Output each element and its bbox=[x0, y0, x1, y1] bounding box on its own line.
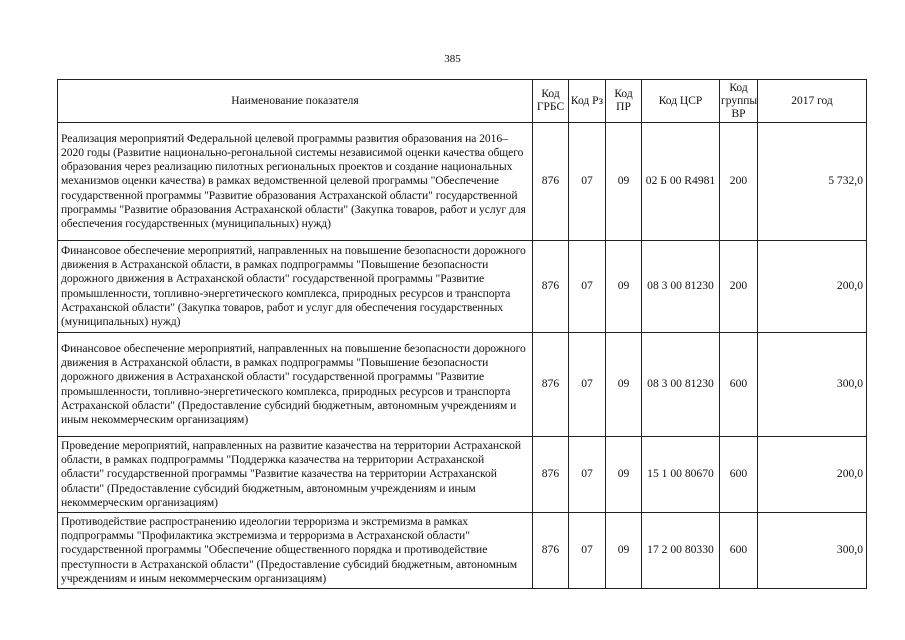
cell-grbs: 876 bbox=[533, 123, 569, 241]
cell-amount: 300,0 bbox=[758, 333, 867, 437]
cell-grbs: 876 bbox=[533, 513, 569, 589]
page-number: 385 bbox=[444, 53, 461, 65]
table-row bbox=[58, 241, 867, 333]
header-grbs: Код ГРБС bbox=[533, 80, 569, 123]
cell-name: Реализация мероприятий Федеральной целевой программы развития образования на 2016–2020 годы (Развитие национально-регональной системы независимой оценки качества общего образования через реализацию пилотных региональных проектов и создание национальных механизмов оценки качества) в рамках ведомственной целевой программы "Обеспечение государственной программы "Развитие образования Астраханской области" государственной программы "Развитие образования Астраханской области" (Закупка товаров, работ и услуг для обеспечения государственных (муниципальных) нужд) bbox=[58, 123, 533, 241]
cell-csr: 08 3 00 81230 bbox=[642, 241, 720, 333]
table-header-row bbox=[58, 80, 867, 123]
cell-amount: 200,0 bbox=[758, 241, 867, 333]
cell-name: Противодействие распространению идеологии терроризма и экстремизма в рамках подпрограммы "Профилактика экстремизма и терроризма в Астраханской области" государственной программы "Обеспечение общественного порядка и противодействие преступности в Астраханской области" (Предоставление субсидий бюджетным, автономным учреждениям и иным некоммерческим организациям) bbox=[58, 513, 533, 589]
header-rz: Код Рз bbox=[569, 80, 606, 123]
cell-name: Проведение мероприятий, направленных на развитие казачества на территории Астраханской области, в рамках подпрограммы "Поддержка казачества на территории Астраханской области" государственной программы "Развитие казачества на территории Астраханской области" (Предоставление субсидий бюджетным, автономным учреждениям и иным некоммерческим организациям) bbox=[58, 437, 533, 513]
cell-vr: 600 bbox=[720, 437, 758, 513]
table-row bbox=[58, 513, 867, 589]
table-row bbox=[58, 333, 867, 437]
cell-rz: 07 bbox=[569, 513, 606, 589]
cell-vr: 200 bbox=[720, 241, 758, 333]
cell-rz: 07 bbox=[569, 241, 606, 333]
table-row bbox=[58, 437, 867, 513]
cell-grbs: 876 bbox=[533, 241, 569, 333]
cell-name: Финансовое обеспечение мероприятий, направленных на повышение безопасности дорожного движения в Астраханской области, в рамках подпрограммы "Повышение безопасности дорожного движения в Астраханской области" государственной программы "Развитие промышленности, топливно-энергетического комплекса, природных ресурсов и транспорта Астраханской области" (Предоставление субсидий бюджетным, автономным учреждениям и иным некоммерческим организациям) bbox=[58, 333, 533, 437]
cell-vr: 200 bbox=[720, 123, 758, 241]
cell-pr: 09 bbox=[606, 437, 642, 513]
cell-csr: 17 2 00 80330 bbox=[642, 513, 720, 589]
cell-amount: 200,0 bbox=[758, 437, 867, 513]
cell-pr: 09 bbox=[606, 123, 642, 241]
cell-grbs: 876 bbox=[533, 333, 569, 437]
cell-rz: 07 bbox=[569, 333, 606, 437]
cell-pr: 09 bbox=[606, 513, 642, 589]
cell-csr: 02 Б 00 R4981 bbox=[642, 123, 720, 241]
table-row bbox=[58, 123, 867, 241]
cell-amount: 5 732,0 bbox=[758, 123, 867, 241]
cell-vr: 600 bbox=[720, 513, 758, 589]
cell-csr: 15 1 00 80670 bbox=[642, 437, 720, 513]
cell-vr: 600 bbox=[720, 333, 758, 437]
cell-grbs: 876 bbox=[533, 437, 569, 513]
cell-amount: 300,0 bbox=[758, 513, 867, 589]
cell-rz: 07 bbox=[569, 437, 606, 513]
cell-csr: 08 3 00 81230 bbox=[642, 333, 720, 437]
cell-rz: 07 bbox=[569, 123, 606, 241]
header-pr: Код ПР bbox=[606, 80, 642, 123]
header-csr: Код ЦСР bbox=[642, 80, 720, 123]
budget-table bbox=[57, 79, 867, 589]
header-year: 2017 год bbox=[758, 80, 867, 123]
cell-name: Финансовое обеспечение мероприятий, направленных на повышение безопасности дорожного движения в Астраханской области, в рамках подпрограммы "Повышение безопасности дорожного движения в Астраханской области" государственной программы "Развитие промышленности, топливно-энергетического комплекса, природных ресурсов и транспорта Астраханской области" (Закупка товаров, работ и услуг для обеспечения государственных (муниципальных) нужд) bbox=[58, 241, 533, 333]
cell-pr: 09 bbox=[606, 241, 642, 333]
header-name: Наименование показателя bbox=[58, 80, 533, 123]
header-vr: Код группы ВР bbox=[720, 80, 758, 123]
cell-pr: 09 bbox=[606, 333, 642, 437]
